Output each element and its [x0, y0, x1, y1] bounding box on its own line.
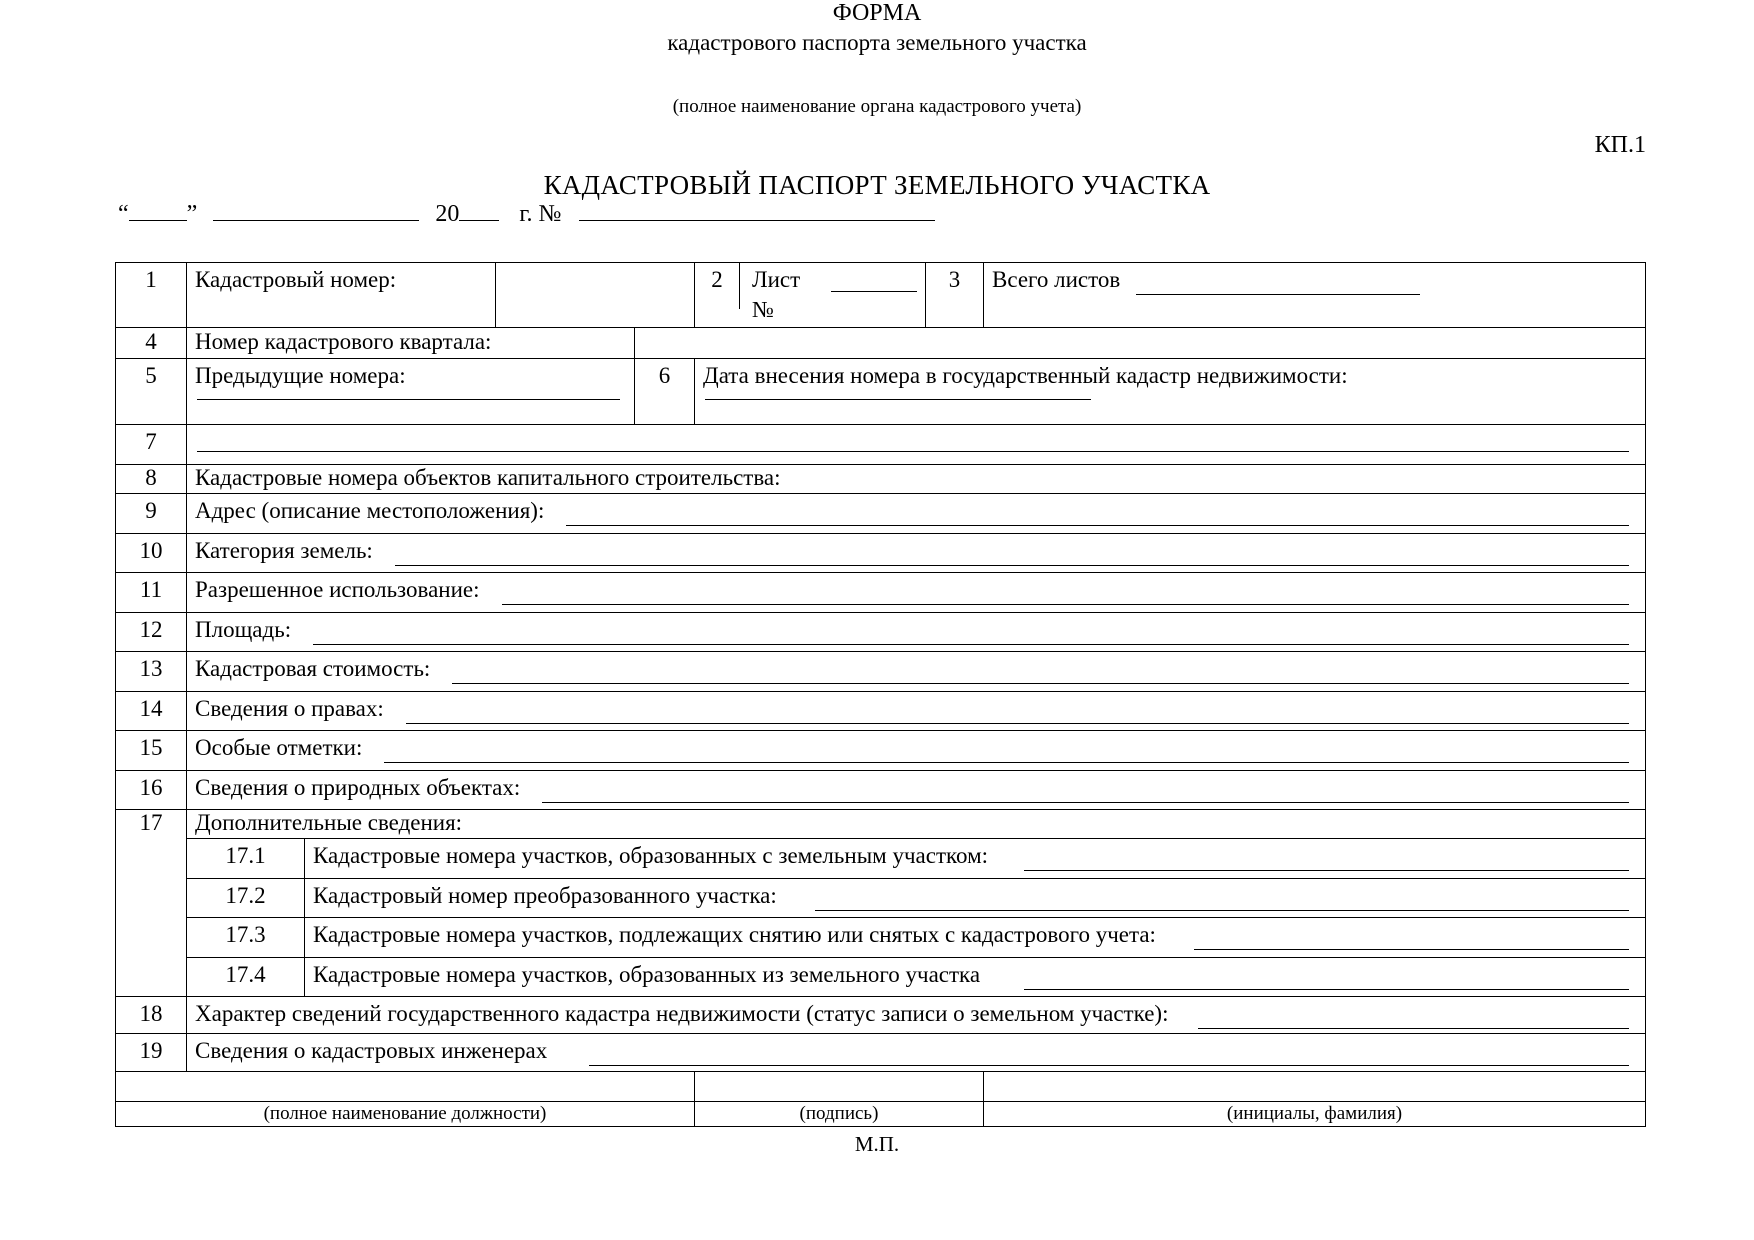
row-4-number: 4	[116, 328, 187, 359]
previous-numbers-cell	[187, 359, 635, 425]
organ-caption: (полное наименование органа кадастрового учета)	[672, 96, 1082, 117]
row-6-number: 6	[635, 359, 695, 425]
previous-numbers-field[interactable]	[197, 391, 620, 400]
passport-form-table	[115, 262, 1646, 1127]
date-number-line	[118, 200, 935, 228]
address-cell	[187, 494, 1646, 534]
engineers-label: Сведения о кадастровых инженерах	[195, 1038, 548, 1063]
removed-parcels-field[interactable]	[1194, 925, 1629, 950]
year-suffix: г. №	[519, 201, 562, 227]
cadastral-value-cell	[187, 652, 1646, 692]
record-status-label: Характер сведений государственного кадастра недвижимости (статус записи о земельном участке):	[195, 1001, 1169, 1026]
area-cell	[187, 613, 1646, 652]
removed-parcels-cell	[305, 918, 1646, 958]
record-status-cell	[187, 997, 1646, 1034]
signature-caption: (подпись)	[695, 1102, 984, 1127]
record-status-field[interactable]	[1198, 1004, 1629, 1029]
transformed-parcel-cell	[305, 879, 1646, 918]
address-field[interactable]	[566, 501, 1629, 526]
row-12-number: 12	[116, 613, 187, 652]
cadastral-number-field[interactable]	[496, 263, 695, 328]
capital-objects-label: Кадастровые номера объектов капитального строительства:	[187, 465, 1646, 494]
row-14	[116, 692, 1646, 731]
formed-with-parcels-cell	[305, 839, 1646, 879]
row-17	[116, 810, 1646, 839]
row-4	[116, 328, 1646, 359]
date-close-quote: ”	[186, 201, 198, 227]
row-7	[116, 425, 1646, 465]
position-field[interactable]	[116, 1072, 695, 1102]
form-subtitle: кадастрового паспорта земельного участка	[667, 30, 1087, 55]
row-19-number: 19	[116, 1034, 187, 1072]
row-5-6	[116, 359, 1646, 425]
cadastral-number-label: Кадастровый номер:	[187, 263, 496, 328]
row-17-1	[116, 839, 1646, 879]
natural-objects-label: Сведения о природных объектах:	[195, 775, 521, 800]
row-16	[116, 771, 1646, 810]
day-field[interactable]	[129, 200, 187, 221]
row-10-number: 10	[116, 534, 187, 573]
row-13-number: 13	[116, 652, 187, 692]
area-label: Площадь:	[195, 617, 292, 642]
row-17-3	[116, 918, 1646, 958]
row-18	[116, 997, 1646, 1034]
permitted-use-cell	[187, 573, 1646, 613]
passport-title: КАДАСТРОВЫЙ ПАСПОРТ ЗЕМЕЛЬНОГО УЧАСТКА	[543, 170, 1211, 200]
row-8	[116, 465, 1646, 494]
year-prefix: 20	[435, 201, 460, 227]
cadastral-value-label: Кадастровая стоимость:	[195, 656, 431, 681]
natural-objects-field[interactable]	[542, 778, 1629, 803]
row-14-number: 14	[116, 692, 187, 731]
signature-field[interactable]	[695, 1072, 984, 1102]
row-5-number: 5	[116, 359, 187, 425]
engineers-field[interactable]	[589, 1041, 1629, 1066]
registration-date-field[interactable]	[705, 391, 1091, 400]
registration-date-cell	[695, 359, 1646, 425]
natural-objects-cell	[187, 771, 1646, 810]
row-10	[116, 534, 1646, 573]
form-code: КП.1	[1594, 132, 1646, 158]
address-label: Адрес (описание местоположения):	[195, 498, 545, 523]
permitted-use-label: Разрешенное использование:	[195, 577, 480, 602]
row-1-number: 1	[116, 263, 187, 328]
date-open-quote: “	[118, 201, 129, 227]
row-17-1-number: 17.1	[187, 839, 305, 879]
row-1	[116, 263, 1646, 328]
formed-with-parcels-label: Кадастровые номера участков, образованных с земельным участком:	[313, 843, 989, 868]
row-17-2-number: 17.2	[187, 879, 305, 918]
row-2-number: 2	[695, 263, 740, 309]
total-sheets-cell	[984, 263, 1646, 328]
sheet-number-field[interactable]	[831, 269, 917, 292]
row-7-number: 7	[116, 425, 187, 465]
removed-parcels-label: Кадастровые номера участков, подлежащих снятию или снятых с кадастрового учета:	[313, 922, 1156, 947]
area-field[interactable]	[313, 620, 1629, 645]
document-number-field[interactable]	[579, 200, 935, 221]
row-11	[116, 573, 1646, 613]
rights-info-label: Сведения о правах:	[195, 696, 384, 721]
row-11-number: 11	[116, 573, 187, 613]
sheet-number-cell	[695, 263, 926, 328]
additional-info-label: Дополнительные сведения:	[187, 810, 1646, 839]
special-notes-cell	[187, 731, 1646, 771]
row-16-number: 16	[116, 771, 187, 810]
position-caption: (полное наименование должности)	[116, 1102, 695, 1127]
row-7-cell	[187, 425, 1646, 465]
quarter-number-field[interactable]	[635, 328, 1646, 359]
row-18-number: 18	[116, 997, 187, 1034]
row-9-number: 9	[116, 494, 187, 534]
signature-caption-row	[116, 1102, 1646, 1127]
quarter-number-label: Номер кадастрового квартала:	[187, 328, 635, 359]
stamp-place: М.П.	[854, 1132, 900, 1156]
signature-row	[116, 1072, 1646, 1102]
row-7-field[interactable]	[197, 427, 1629, 452]
form-title: ФОРМА	[832, 0, 922, 26]
engineers-cell	[187, 1034, 1646, 1072]
permitted-use-field[interactable]	[502, 580, 1630, 605]
formed-from-parcels-label: Кадастровые номера участков, образованных из земельного участка	[313, 962, 981, 987]
row-12	[116, 613, 1646, 652]
formed-from-parcels-field[interactable]	[1024, 965, 1629, 990]
transformed-parcel-label: Кадастровый номер преобразованного участка:	[313, 883, 777, 908]
registration-date-label: Дата внесения номера в государственный кадастр недвижимости:	[703, 363, 1348, 388]
land-category-field[interactable]	[395, 541, 1629, 566]
land-category-label: Категория земель:	[195, 538, 373, 563]
row-17-number: 17	[116, 810, 187, 997]
row-17-4-number: 17.4	[187, 958, 305, 997]
transformed-parcel-field[interactable]	[815, 886, 1629, 911]
row-8-number: 8	[116, 465, 187, 494]
cadastral-value-field[interactable]	[452, 659, 1629, 684]
sheet-number-label: Лист №	[752, 267, 801, 322]
rights-info-cell	[187, 692, 1646, 731]
row-15	[116, 731, 1646, 771]
previous-numbers-label: Предыдущие номера:	[195, 363, 406, 388]
formed-with-parcels-field[interactable]	[1024, 846, 1629, 871]
row-13	[116, 652, 1646, 692]
year-field[interactable]	[459, 200, 499, 221]
row-17-2	[116, 879, 1646, 918]
row-15-number: 15	[116, 731, 187, 771]
row-9	[116, 494, 1646, 534]
rights-info-field[interactable]	[406, 699, 1629, 724]
row-17-4	[116, 958, 1646, 997]
land-category-cell	[187, 534, 1646, 573]
row-19	[116, 1034, 1646, 1072]
total-sheets-field[interactable]	[1136, 270, 1420, 295]
special-notes-field[interactable]	[384, 738, 1629, 763]
special-notes-label: Особые отметки:	[195, 735, 363, 760]
row-17-3-number: 17.3	[187, 918, 305, 958]
month-field[interactable]	[213, 200, 419, 221]
formed-from-parcels-cell	[305, 958, 1646, 997]
initials-caption: (инициалы, фамилия)	[984, 1102, 1646, 1127]
row-3-number: 3	[926, 263, 984, 328]
total-sheets-label: Всего листов	[992, 267, 1121, 292]
initials-field[interactable]	[984, 1072, 1646, 1102]
